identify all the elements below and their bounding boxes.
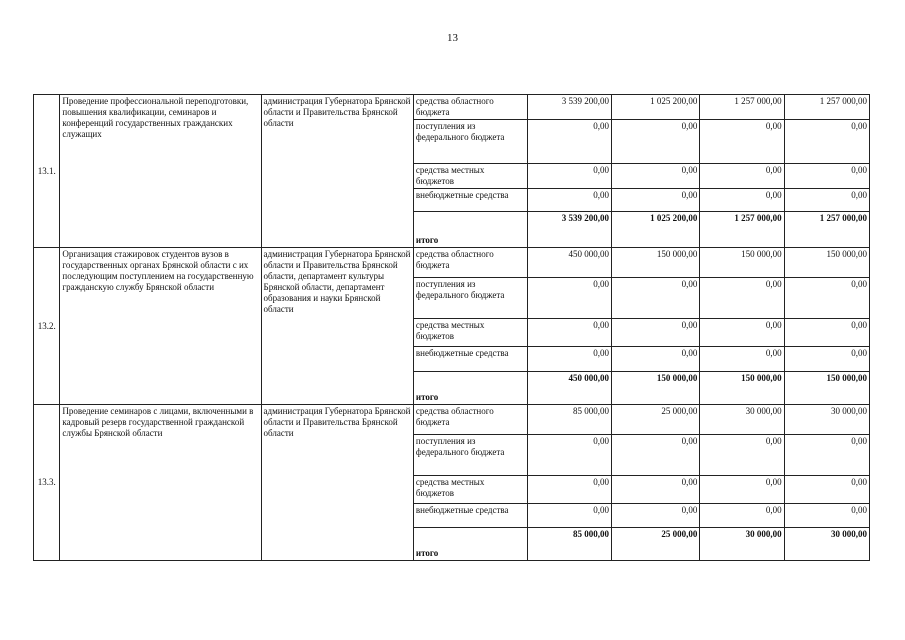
- amount-year-1: 0,00: [611, 164, 699, 189]
- amount-year-1: 1 025 200,00: [611, 212, 699, 248]
- funding-source: средства областного бюджета: [413, 248, 527, 278]
- amount-year-1: 1 025 200,00: [611, 95, 699, 120]
- page-number: 13: [447, 32, 458, 44]
- total-label: итого: [413, 372, 527, 405]
- amount-year-3: 0,00: [784, 476, 869, 504]
- amount-year-1: 0,00: [611, 504, 699, 528]
- table-row: [34, 95, 870, 120]
- amount-total: 0,00: [527, 476, 611, 504]
- amount-year-2: 1 257 000,00: [700, 95, 784, 120]
- amount-year-2: 0,00: [700, 504, 784, 528]
- funding-source: средства местных бюджетов: [413, 476, 527, 504]
- amount-year-2: 0,00: [700, 347, 784, 372]
- amount-year-2: 150 000,00: [700, 372, 784, 405]
- amount-year-2: 30 000,00: [700, 528, 784, 561]
- amount-total: 0,00: [527, 504, 611, 528]
- amount-year-1: 0,00: [611, 319, 699, 347]
- amount-year-3: 0,00: [784, 435, 869, 476]
- executor-name: администрация Губернатора Брянской области и Правительства Брянской области: [261, 405, 413, 561]
- amount-year-2: 0,00: [700, 319, 784, 347]
- activity-name: Организация стажировок студентов вузов в государственных органах Брянской области с их последующим поступлением на государственную гражданскую службу Брянской области: [60, 248, 261, 405]
- amount-total: 450 000,00: [527, 372, 611, 405]
- amount-year-1: 0,00: [611, 120, 699, 164]
- budget-table: [33, 94, 870, 561]
- amount-year-2: 0,00: [700, 476, 784, 504]
- amount-total: 450 000,00: [527, 248, 611, 278]
- amount-year-3: 1 257 000,00: [784, 95, 869, 120]
- amount-year-1: 0,00: [611, 278, 699, 319]
- funding-source: средства областного бюджета: [413, 95, 527, 120]
- amount-year-2: 1 257 000,00: [700, 212, 784, 248]
- amount-year-3: 1 257 000,00: [784, 212, 869, 248]
- funding-source: поступления из федерального бюджета: [413, 278, 527, 319]
- amount-total: 3 539 200,00: [527, 212, 611, 248]
- budget-table-body: [34, 95, 870, 561]
- amount-total: 0,00: [527, 189, 611, 212]
- amount-year-3: 0,00: [784, 278, 869, 319]
- amount-year-1: 150 000,00: [611, 372, 699, 405]
- amount-year-1: 25 000,00: [611, 528, 699, 561]
- executor-name: администрация Губернатора Брянской области и Правительства Брянской области: [261, 95, 413, 248]
- amount-year-2: 150 000,00: [700, 248, 784, 278]
- funding-source: внебюджетные средства: [413, 189, 527, 212]
- executor-name: администрация Губернатора Брянской области и Правительства Брянской области, департамент культуры Брянской области, департамент образования и науки Брянской области: [261, 248, 413, 405]
- funding-source: внебюджетные средства: [413, 347, 527, 372]
- funding-source: поступления из федерального бюджета: [413, 435, 527, 476]
- amount-year-3: 30 000,00: [784, 405, 869, 435]
- amount-total: 0,00: [527, 278, 611, 319]
- amount-total: 85 000,00: [527, 528, 611, 561]
- amount-year-3: 0,00: [784, 504, 869, 528]
- amount-year-2: 0,00: [700, 435, 784, 476]
- amount-year-1: 0,00: [611, 476, 699, 504]
- funding-source: средства областного бюджета: [413, 405, 527, 435]
- funding-source: средства местных бюджетов: [413, 319, 527, 347]
- table-row: [34, 405, 870, 435]
- amount-year-1: 0,00: [611, 189, 699, 212]
- amount-year-2: 0,00: [700, 189, 784, 212]
- amount-year-1: 25 000,00: [611, 405, 699, 435]
- amount-total: 0,00: [527, 347, 611, 372]
- total-label: итого: [413, 212, 527, 248]
- amount-year-3: 150 000,00: [784, 248, 869, 278]
- amount-total: 85 000,00: [527, 405, 611, 435]
- table-row: [34, 248, 870, 278]
- amount-year-3: 30 000,00: [784, 528, 869, 561]
- amount-year-3: 0,00: [784, 189, 869, 212]
- amount-total: 0,00: [527, 319, 611, 347]
- total-label: итого: [413, 528, 527, 561]
- amount-total: 0,00: [527, 164, 611, 189]
- item-number: 13.1.: [34, 95, 60, 248]
- amount-total: 3 539 200,00: [527, 95, 611, 120]
- amount-total: 0,00: [527, 435, 611, 476]
- item-number: 13.3.: [34, 405, 60, 561]
- amount-year-2: 0,00: [700, 120, 784, 164]
- funding-source: внебюджетные средства: [413, 504, 527, 528]
- amount-year-2: 0,00: [700, 164, 784, 189]
- amount-year-2: 0,00: [700, 278, 784, 319]
- activity-name: Проведение семинаров с лицами, включенными в кадровый резерв государственной гражданской службы Брянской области: [60, 405, 261, 561]
- funding-source: средства местных бюджетов: [413, 164, 527, 189]
- activity-name: Проведение профессиональной переподготовки, повышения квалификации, семинаров и конференций государственных гражданских служащих: [60, 95, 261, 248]
- amount-year-2: 30 000,00: [700, 405, 784, 435]
- amount-year-3: 150 000,00: [784, 372, 869, 405]
- amount-year-3: 0,00: [784, 319, 869, 347]
- amount-year-1: 150 000,00: [611, 248, 699, 278]
- amount-year-1: 0,00: [611, 347, 699, 372]
- funding-source: поступления из федерального бюджета: [413, 120, 527, 164]
- amount-year-3: 0,00: [784, 120, 869, 164]
- amount-year-3: 0,00: [784, 164, 869, 189]
- item-number: 13.2.: [34, 248, 60, 405]
- amount-year-3: 0,00: [784, 347, 869, 372]
- amount-total: 0,00: [527, 120, 611, 164]
- amount-year-1: 0,00: [611, 435, 699, 476]
